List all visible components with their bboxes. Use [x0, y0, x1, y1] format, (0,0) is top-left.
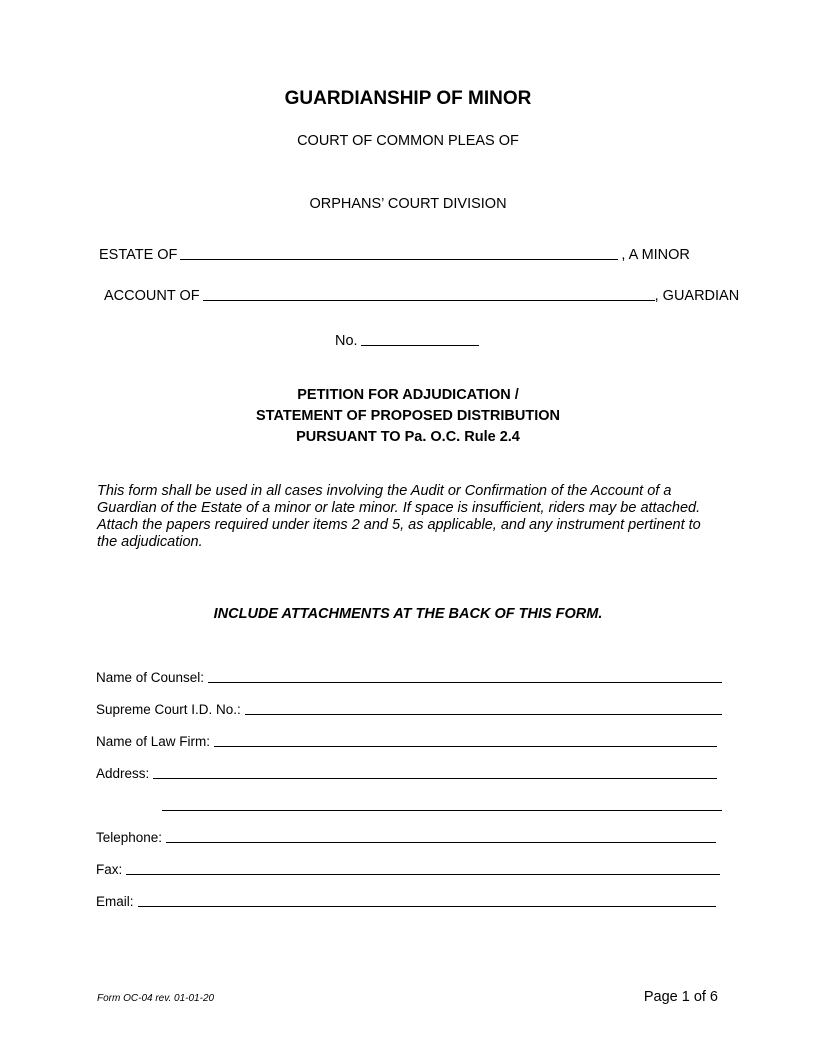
supreme-court-id-line[interactable]: [245, 702, 722, 715]
account-of-row: [104, 286, 739, 304]
counsel-name-label: Name of Counsel:: [96, 670, 205, 685]
attachments-note: INCLUDE ATTACHMENTS AT THE BACK OF THIS FORM.: [213, 606, 603, 622]
case-number-row: [335, 331, 482, 349]
email-label: Email:: [96, 894, 134, 909]
petition-line-3: PURSUANT TO Pa. O.C. Rule 2.4: [296, 429, 520, 445]
estate-of-label: ESTATE OF: [99, 247, 178, 263]
supreme-court-id-field: [96, 702, 722, 717]
address-label: Address:: [96, 766, 150, 781]
law-firm-line[interactable]: [214, 734, 717, 747]
address-line-2[interactable]: [162, 809, 722, 811]
address-field: [96, 766, 717, 781]
form-revision: Form OC-04 rev. 01-01-20: [97, 993, 215, 1004]
petition-heading: [0, 385, 816, 448]
case-number-blank[interactable]: [361, 331, 479, 346]
counsel-name-line[interactable]: [208, 670, 722, 683]
guardian-name-blank[interactable]: [203, 286, 655, 301]
telephone-label: Telephone:: [96, 830, 163, 845]
form-title: GUARDIANSHIP OF MINOR: [284, 88, 532, 109]
address-line-1[interactable]: [153, 766, 717, 779]
fax-field: [96, 862, 720, 877]
estate-name-blank[interactable]: [180, 245, 618, 260]
court-division: ORPHANS’ COURT DIVISION: [309, 196, 507, 212]
account-of-label: ACCOUNT OF: [104, 288, 200, 304]
law-firm-field: [96, 734, 717, 749]
page-number: Page 1 of 6: [643, 989, 718, 1005]
court-name: COURT OF COMMON PLEAS OF: [297, 133, 519, 149]
estate-of-row: [99, 245, 690, 263]
fax-label: Fax:: [96, 862, 123, 877]
guardian-label: , GUARDIAN: [654, 288, 740, 304]
case-number-label: No.: [335, 333, 358, 349]
instructions-paragraph: This form shall be used in all cases involving the Audit or Confirmation of the Account of a Guardian of the Estate of a minor or late minor. If space is insufficient, riders may be attached. Attach the papers required under items 2 and 5, as applicable, and any instrument pertinent to the adjudication.: [97, 483, 701, 550]
telephone-field: [96, 830, 716, 845]
law-firm-label: Name of Law Firm:: [96, 734, 211, 749]
email-line[interactable]: [138, 894, 716, 907]
email-field: [96, 894, 716, 909]
supreme-court-id-label: Supreme Court I.D. No.:: [96, 702, 241, 717]
petition-line-2: STATEMENT OF PROPOSED DISTRIBUTION: [256, 408, 560, 424]
petition-line-1: PETITION FOR ADJUDICATION /: [297, 387, 519, 403]
counsel-name-field: [96, 670, 722, 685]
a-minor-label: , A MINOR: [621, 247, 690, 263]
fax-line[interactable]: [126, 862, 720, 875]
telephone-line[interactable]: [166, 830, 716, 843]
